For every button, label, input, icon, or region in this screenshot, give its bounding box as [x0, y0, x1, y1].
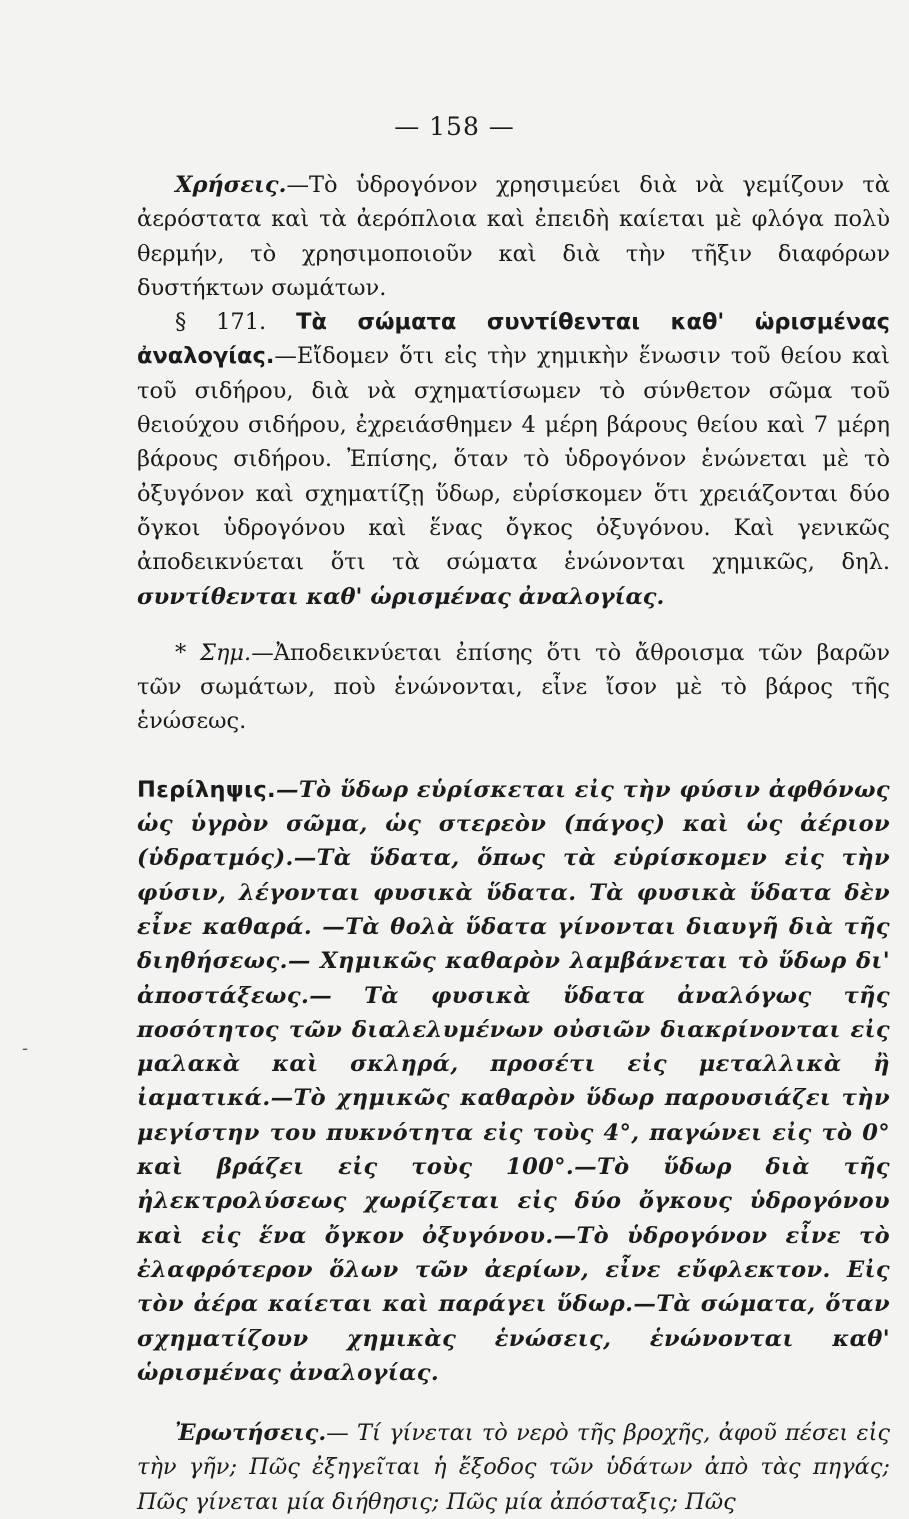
section-emphasis: συντίθενται καθ' ὡρισμένας ἀναλογίας. — [137, 583, 665, 610]
summary-label: Περίληψις. — [137, 776, 276, 803]
summary-paragraph — [137, 773, 890, 1390]
uses-paragraph — [137, 168, 890, 305]
questions-text: — Τί γίνεται τὸ νερὸ τῆς βροχῆς, ἀφοῦ πέσει εἰς τὴν γῆν; Πῶς ἐξηγεῖται ἡ ἔξοδος τῶν ὑδάτων ἀπὸ τὰς πηγάς; Πῶς γίνεται μία διήθησις; Πῶς μία ἀπόσταξις; Πῶς — [137, 1420, 890, 1515]
questions-paragraph — [137, 1416, 890, 1519]
uses-text: —Τὸ ὑδρογόνον χρησιμεύει διὰ νὰ γεμίζουν τὰ ἀερόστατα καὶ τὰ ἀερόπλοια καὶ ἐπειδὴ καίεται μὲ φλόγα πολὺ θερμήν, τὸ χρησιμοποιοῦν καὶ διὰ τὴν τῆξιν διαφόρων δυστήκτων σωμάτων. — [137, 172, 890, 301]
section-number: § 171. — [175, 309, 267, 336]
questions-label: Ἐρωτήσεις. — [175, 1420, 327, 1447]
section-paragraph — [137, 305, 890, 614]
section-title: Τὰ σώματα συντίθενται καθ' ὡρισμένας ἀναλογίας. — [137, 309, 891, 370]
note-label: * Σημ. — [175, 639, 252, 666]
summary-text: —Τὸ ὕδωρ εὑρίσκεται εἰς τὴν φύσιν ἀφθόνως ὡς ὑγρὸν σῶμα, ὡς στερεὸν (πάγος) καὶ ὡς ἀέριον (ὑδρατμός).—Τὰ ὕδατα, ὅπως τὰ εὑρίσκομεν εἰς τὴν φύσιν, λέγονται φυσικὰ ὕδατα. Τὰ φυσικὰ ὕδατα δὲν εἶνε καθαρά. —Τὰ θολὰ ὕδατα γίνονται διαυγῆ διὰ τῆς διηθήσεως.— Χημικῶς καθαρὸν λαμβάνεται τὸ ὕδωρ δι' ἀποστάξεως.— Τὰ φυσικὰ ὕδατα ἀναλόγως τῆς ποσότητος τῶν διαλελυμένων οὐσιῶν διακρίνονται εἰς μαλακὰ καὶ σκληρά, προσέτι εἰς μεταλλικὰ ἢ ἰαματικά.—Τὸ χημικῶς καθαρὸν ὕδωρ παρουσιάζει τὴν μεγίστην του πυκνότητα εἰς τοὺς 4°, παγώνει εἰς τὸ 0° καὶ βράζει εἰς τοὺς 100°.—Τὸ ὕδωρ διὰ τῆς ἠλεκτρολύσεως χωρίζεται εἰς δύο ὄγκους ὑδρογόνου καὶ εἰς ἕνα ὄγκον ὀξυγόνου.—Τὸ ὑδρογόνον εἶνε τὸ ἐλαφρότερον ὅλων τῶν ἀερίων, εἶνε εὔφλεκτον. Εἰς τὸν ἀέρα καίεται καὶ παράγει ὕδωρ.—Τὰ σώματα, ὅταν σχηματίζουν χημικὰς ἑνώσεις, ἑνώνονται καθ' ὡρισμένας ἀναλογίας. — [137, 776, 890, 1386]
page-number: — 158 — — [394, 112, 515, 141]
margin-mark: - — [22, 1038, 29, 1059]
note-paragraph — [137, 636, 890, 739]
section-text: —Εἴδομεν ὅτι εἰς τὴν χημικὴν ἕνωσιν τοῦ θείου καὶ τοῦ σιδήρου, διὰ νὰ σχηματίσωμεν τὸ σύνθετον σῶμα τοῦ θειούχου σιδήρου, ἐχρειάσθημεν 4 μέρη βάρους θείου καὶ 7 μέρη βάρους σιδήρου. Ἐπίσης, ὅταν τὸ ὑδρογόνον ἑνώνεται μὲ τὸ ὀξυγόνον καὶ σχηματίζῃ ὕδωρ, εὑρίσκομεν ὅτι χρειάζονται δύο ὄγκοι ὑδρογόνου καὶ ἕνας ὄγκος ὀξυγόνου. Καὶ γενικῶς ἀποδεικνύεται ὅτι τὰ σώματα ἑνώνονται χημικῶς, δηλ. — [137, 343, 890, 576]
page-body — [137, 168, 890, 1519]
uses-label: Χρήσεις. — [175, 172, 287, 198]
note-text: —Ἀποδεικνύεται ἐπίσης ὅτι τὸ ἄθροισμα τῶν βαρῶν τῶν σωμάτων, ποὺ ἑνώνονται, εἶνε ἴσον μὲ τὸ βάρος τῆς ἑνώσεως. — [137, 639, 890, 735]
